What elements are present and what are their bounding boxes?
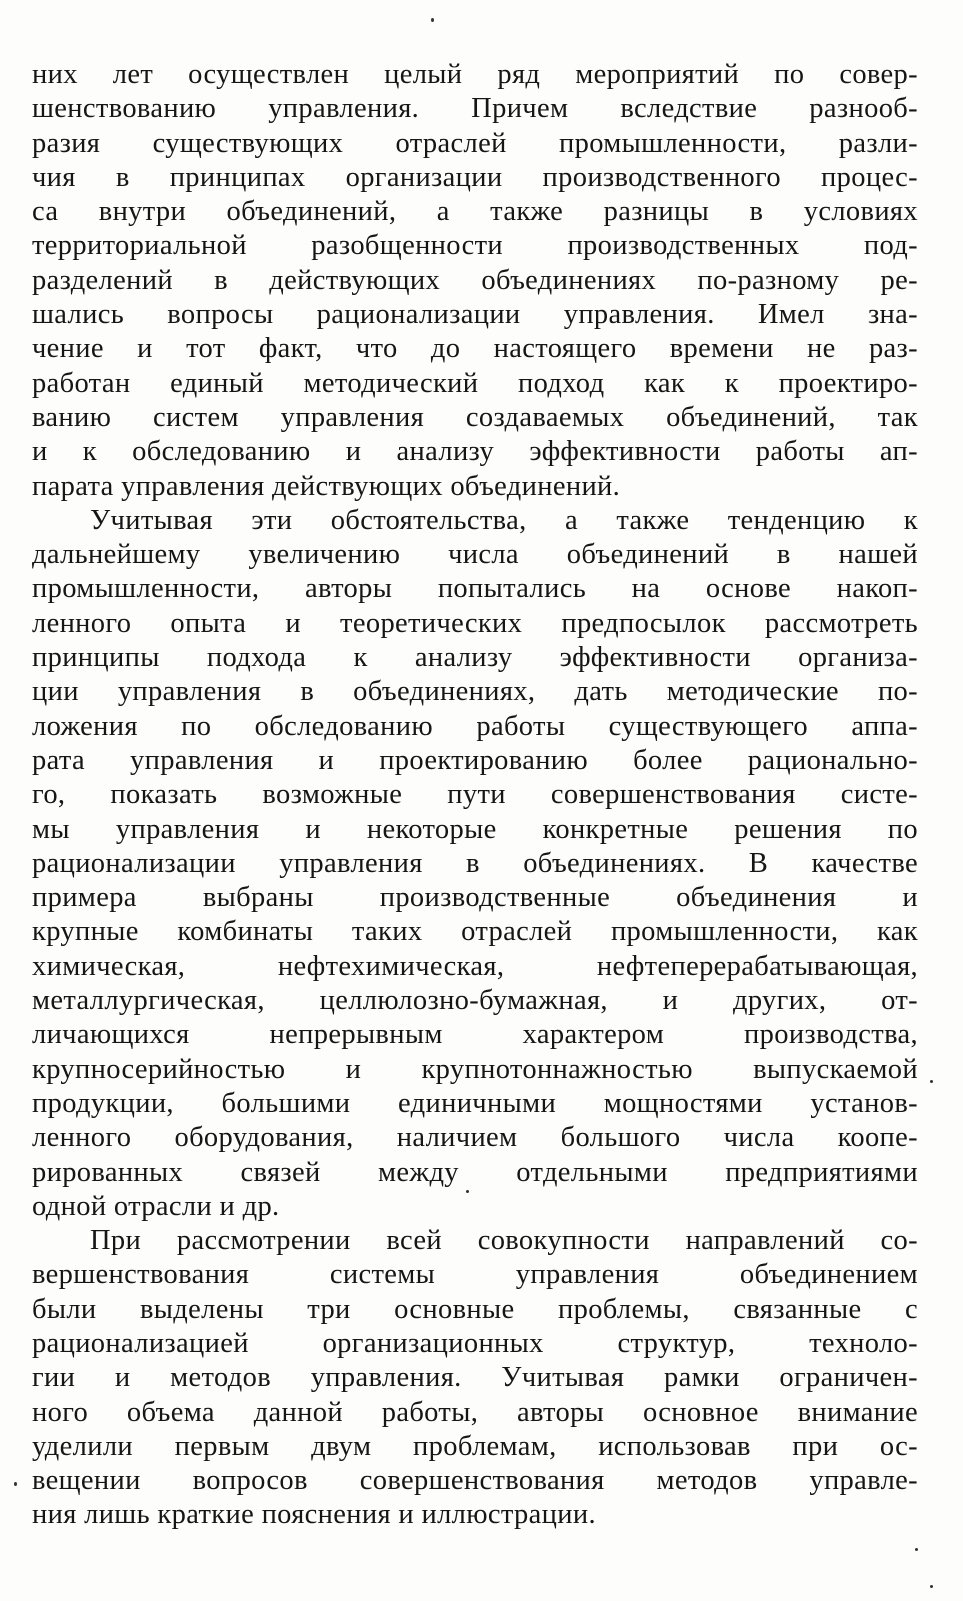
text-line: ленного опыта и теоретических предпосылок рассмотреть (32, 607, 918, 639)
text-line: крупносерийностью и крупнотоннажностью выпускаемой (32, 1053, 918, 1085)
text-line: ного объема данной работы, авторы основное внимание (32, 1396, 918, 1428)
scan-speck (14, 1482, 17, 1486)
scan-speck (930, 1080, 933, 1083)
text-line: химическая, нефтехимическая, нефтеперерабатывающая, (32, 950, 918, 982)
text-line: вещении вопросов совершенствования методов управле- (32, 1465, 918, 1497)
text-line: са внутри объединений, а также разницы в условиях (32, 196, 918, 228)
text-line: разделений в действующих объединениях по-разному ре- (32, 264, 918, 296)
text-line: вершенствования системы управления объединением (32, 1259, 918, 1291)
text-line: шенствованию управления. Причем вследствие разнооб- (32, 93, 918, 125)
text-line: уделили первым двум проблемам, использовав при ос- (32, 1430, 918, 1462)
text-line: Учитывая эти обстоятельства, а также тенденцию к (90, 504, 918, 536)
paragraph-2 (32, 504, 918, 1224)
text-line: мы управления и некоторые конкретные решения по (32, 813, 918, 845)
text-line: территориальной разобщенности производственных под- (32, 230, 918, 262)
text-line: чия в принципах организации производственного процес- (32, 161, 918, 193)
text-line: шались вопросы рационализации управления. Имел зна- (32, 299, 918, 331)
text-line: рационализацией организационных структур, техноло- (32, 1327, 918, 1359)
text-line: При рассмотрении всей совокупности направлений со- (90, 1225, 918, 1257)
text-line: крупные комбинаты таких отраслей промышленности, как (32, 916, 918, 948)
text-line: принципы подхода к анализу эффективности организа- (32, 642, 918, 674)
scan-speck (431, 18, 434, 22)
text-line: рированных связей между отдельными предприятиями (32, 1156, 918, 1188)
page-text (32, 58, 918, 1533)
text-line: рационализации управления в объединениях. В качестве (32, 847, 918, 879)
text-line: продукции, большими единичными мощностями установ- (32, 1087, 918, 1119)
text-line: одной отрасли и др. (32, 1190, 280, 1222)
text-line: промышленности, авторы попытались на основе накоп- (32, 573, 918, 605)
text-line: гии и методов управления. Учитывая рамки ограничен- (32, 1362, 918, 1394)
text-line: го, показать возможные пути совершенствования систе- (32, 779, 918, 811)
text-line: разия существующих отраслей промышленности, разли- (32, 127, 918, 159)
paragraph-1 (32, 58, 918, 504)
text-line: чение и тот факт, что до настоящего времени не раз- (32, 333, 918, 365)
text-line: примера выбраны производственные объединения и (32, 882, 918, 914)
text-line: ложения по обследованию работы существующего аппа- (32, 710, 918, 742)
text-line: них лет осуществлен целый ряд мероприятий по совер- (32, 59, 918, 90)
text-line: работан единый методический подход как к проектиро- (32, 367, 918, 399)
text-line: рата управления и проектированию более рационально- (32, 744, 918, 776)
text-line: металлургическая, целлюлозно-бумажная, и других, от- (32, 985, 918, 1017)
text-line: были выделены три основные проблемы, связанные с (32, 1293, 918, 1325)
scan-speck (930, 1585, 933, 1588)
scan-speck (466, 1190, 469, 1193)
paragraph-3 (32, 1224, 918, 1533)
scan-speck (915, 1548, 918, 1551)
text-line: дальнейшему увеличению числа объединений в нашей (32, 539, 918, 571)
text-line: и к обследованию и анализу эффективности работы ап- (32, 436, 918, 468)
text-line: парата управления действующих объединений. (32, 470, 621, 502)
text-line: ния лишь краткие пояснения и иллюстрации. (32, 1499, 596, 1531)
text-line: ленного оборудования, наличием большого числа коопе- (32, 1122, 918, 1154)
text-line: ванию систем управления создаваемых объединений, так (32, 401, 918, 433)
text-line: личающихся непрерывным характером производства, (32, 1019, 918, 1051)
text-line: ции управления в объединениях, дать методические по- (32, 676, 918, 708)
